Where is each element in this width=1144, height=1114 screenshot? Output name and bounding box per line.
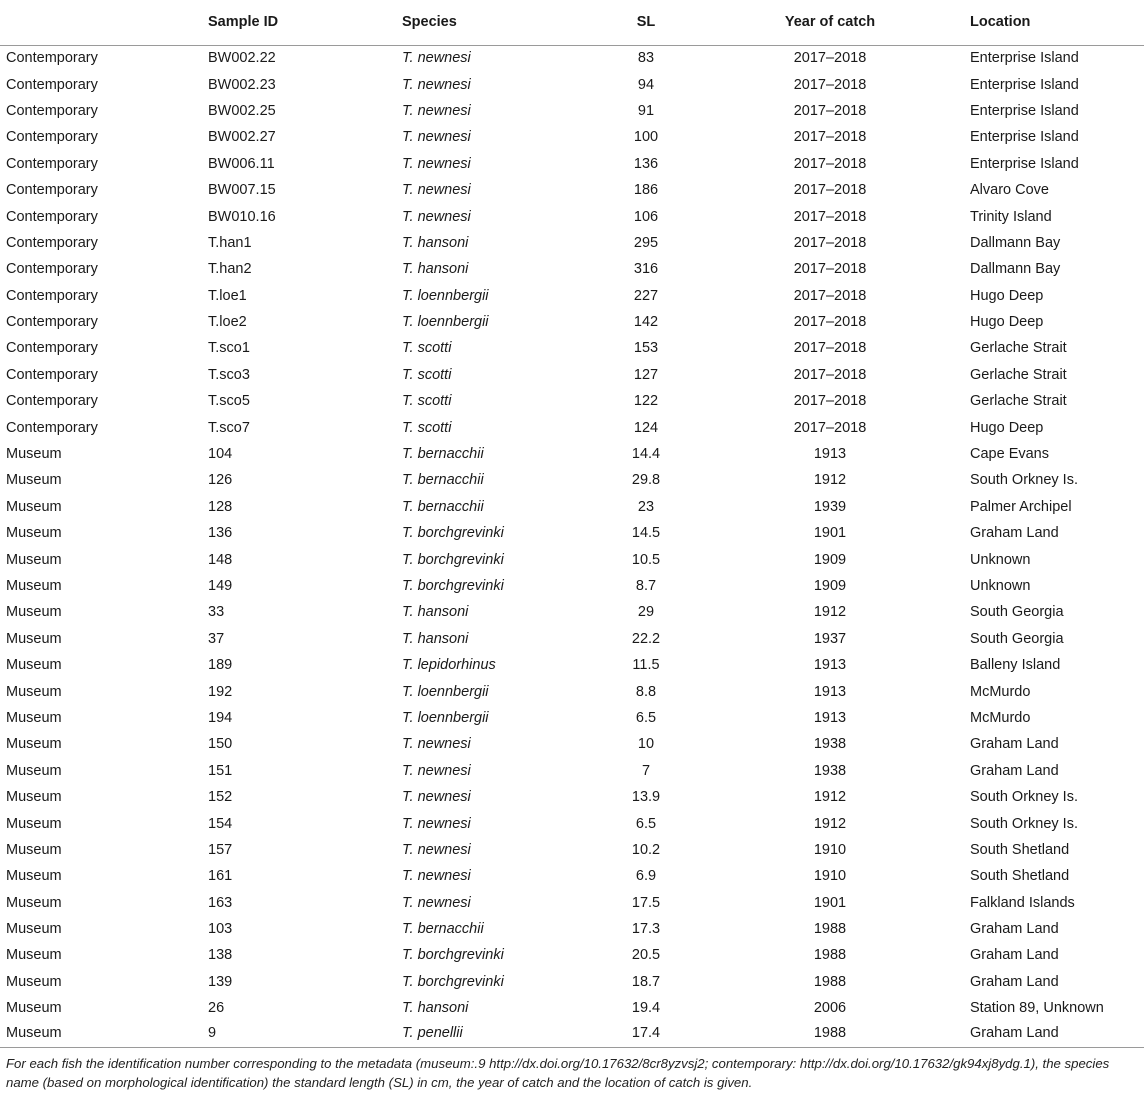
cell-sl: 19.4 xyxy=(631,1000,661,1017)
cell-sample-id: T.sco5 xyxy=(208,393,250,410)
cell-sample-id: BW002.25 xyxy=(208,102,276,119)
cell-sl: 29.8 xyxy=(631,472,661,489)
cell-location: Enterprise Island xyxy=(970,102,1079,119)
header-species: Species xyxy=(402,0,602,45)
cell-year-of-catch: 1901 xyxy=(813,525,847,542)
cell-year-of-catch: 1912 xyxy=(813,604,847,621)
cell-sl: 227 xyxy=(633,287,659,304)
cell-sl: 83 xyxy=(637,50,655,67)
cell-year-of-catch: 2017–2018 xyxy=(793,76,867,93)
cell-location: Trinity Island xyxy=(970,208,1052,225)
table-row xyxy=(0,309,1144,335)
cell-sample-id: BW002.27 xyxy=(208,129,276,146)
cell-year-of-catch: 2017–2018 xyxy=(793,155,867,172)
table-row xyxy=(0,1021,1144,1047)
table-row xyxy=(0,177,1144,203)
cell-group: Museum xyxy=(6,762,62,779)
table-footnote: For each fish the identification number corresponding to the metadata (museum:.9 http://dx.doi.org/10.17632/8cr8yzvsj2; contemporary: http://dx.doi.org/10.17632/gk94xj8ydg.1), the species name (based on morphological identification) the standard length (SL) in cm, the year of catch and the location of catch is given. xyxy=(0,1048,1144,1093)
cell-year-of-catch: 2017–2018 xyxy=(793,234,867,251)
cell-group: Museum xyxy=(6,894,62,911)
cell-year-of-catch: 1988 xyxy=(813,973,847,990)
table-row xyxy=(0,705,1144,731)
cell-year-of-catch: 1901 xyxy=(813,894,847,911)
cell-location: Unknown xyxy=(970,578,1031,594)
cell-group: Museum xyxy=(6,551,62,568)
cell-species: T. bernacchii xyxy=(402,472,484,489)
cell-year-of-catch: 2017–2018 xyxy=(793,102,867,119)
cell-sample-id: T.loe1 xyxy=(208,287,247,304)
cell-species: T. newnesi xyxy=(402,736,471,753)
footnote-row xyxy=(0,1048,1144,1093)
cell-sl: 127 xyxy=(633,366,659,383)
cell-species: T. borchgrevinki xyxy=(402,525,504,542)
cell-year-of-catch: 1909 xyxy=(813,551,847,568)
table-row xyxy=(0,731,1144,757)
cell-species: T. newnesi xyxy=(402,129,471,146)
cell-sample-id: BW002.23 xyxy=(208,76,276,93)
cell-location: Cape Evans xyxy=(970,446,1049,463)
cell-location: Enterprise Island xyxy=(970,50,1079,67)
cell-group: Contemporary xyxy=(6,419,98,436)
cell-sl: 6.5 xyxy=(635,709,657,726)
cell-sl: 13.9 xyxy=(631,789,661,806)
table-row xyxy=(0,995,1144,1021)
cell-sl: 29 xyxy=(637,604,655,621)
cell-year-of-catch: 1913 xyxy=(813,683,847,700)
cell-species: T. penellii xyxy=(402,1025,463,1042)
cell-group: Museum xyxy=(6,683,62,700)
cell-location: Gerlache Strait xyxy=(970,366,1067,383)
cell-species: T. newnesi xyxy=(402,868,471,885)
cell-location: McMurdo xyxy=(970,683,1031,700)
cell-sample-id: T.sco1 xyxy=(208,340,250,357)
cell-species: T. bernacchii xyxy=(402,921,484,938)
cell-sl: 295 xyxy=(633,234,659,251)
cell-group: Museum xyxy=(6,789,62,806)
cell-year-of-catch: 2017–2018 xyxy=(793,208,867,225)
cell-location: Hugo Deep xyxy=(970,314,1044,331)
cell-year-of-catch: 1988 xyxy=(813,921,847,938)
cell-group: Contemporary xyxy=(6,76,98,93)
cell-sample-id: BW002.22 xyxy=(208,50,276,67)
cell-group: Museum xyxy=(6,446,62,463)
cell-location: Balleny Island xyxy=(970,657,1061,674)
cell-group: Contemporary xyxy=(6,287,98,304)
cell-sl: 18.7 xyxy=(631,973,661,990)
cell-species: T. newnesi xyxy=(402,50,471,67)
cell-group: Contemporary xyxy=(6,314,98,331)
cell-year-of-catch: 1988 xyxy=(813,947,847,964)
table-row xyxy=(0,890,1144,916)
table-row xyxy=(0,546,1144,572)
cell-location: South Georgia xyxy=(970,630,1064,647)
cell-sample-id: 189 xyxy=(208,657,233,674)
cell-location: Hugo Deep xyxy=(970,419,1044,436)
cell-sl: 186 xyxy=(633,182,659,199)
cell-sample-id: BW006.11 xyxy=(208,155,275,172)
cell-year-of-catch: 2017–2018 xyxy=(793,261,867,278)
cell-sl: 122 xyxy=(633,393,659,410)
table-row xyxy=(0,916,1144,942)
cell-group: Museum xyxy=(6,947,62,964)
cell-sl: 153 xyxy=(633,340,659,357)
cell-sl: 136 xyxy=(633,155,659,172)
table-row xyxy=(0,520,1144,546)
cell-year-of-catch: 1988 xyxy=(813,1025,847,1042)
cell-group: Museum xyxy=(6,815,62,832)
cell-location: Graham Land xyxy=(970,947,1059,964)
cell-sample-id: 194 xyxy=(208,709,233,726)
cell-location: Enterprise Island xyxy=(970,155,1079,172)
cell-species: T. loennbergii xyxy=(402,709,489,726)
cell-species: T. hansoni xyxy=(402,604,469,621)
table-row xyxy=(0,98,1144,124)
cell-species: T. scotti xyxy=(402,340,452,357)
cell-group: Museum xyxy=(6,525,62,542)
header-sample-id: Sample ID xyxy=(208,0,402,45)
cell-group: Contemporary xyxy=(6,102,98,119)
table-row xyxy=(0,441,1144,467)
cell-species: T. borchgrevinki xyxy=(402,551,504,568)
cell-sl: 14.4 xyxy=(631,446,661,463)
table-row xyxy=(0,362,1144,388)
table-row xyxy=(0,494,1144,520)
cell-year-of-catch: 1909 xyxy=(813,578,847,594)
cell-sample-id: 103 xyxy=(208,921,233,938)
table-row xyxy=(0,151,1144,177)
table-row xyxy=(0,678,1144,704)
cell-group: Contemporary xyxy=(6,393,98,410)
cell-year-of-catch: 1910 xyxy=(813,841,847,858)
cell-sl: 11.5 xyxy=(632,657,660,674)
cell-sample-id: T.sco7 xyxy=(208,419,250,436)
cell-year-of-catch: 1939 xyxy=(813,498,847,515)
table-row xyxy=(0,969,1144,995)
cell-group: Museum xyxy=(6,921,62,938)
cell-group: Contemporary xyxy=(6,366,98,383)
cell-species: T. hansoni xyxy=(402,1000,469,1017)
cell-sample-id: 138 xyxy=(208,947,233,964)
cell-sl: 8.7 xyxy=(635,578,657,594)
cell-group: Museum xyxy=(6,709,62,726)
table-row xyxy=(0,283,1144,309)
cell-year-of-catch: 1910 xyxy=(813,868,847,885)
table-row xyxy=(0,626,1144,652)
cell-year-of-catch: 1937 xyxy=(813,630,847,647)
cell-sample-id: 161 xyxy=(208,868,233,885)
cell-species: T. bernacchii xyxy=(402,498,484,515)
cell-year-of-catch: 2017–2018 xyxy=(793,50,867,67)
cell-group: Museum xyxy=(6,1025,62,1042)
table-row xyxy=(0,652,1144,678)
cell-sl: 124 xyxy=(633,419,659,436)
cell-sl: 23 xyxy=(637,498,655,515)
cell-species: T. hansoni xyxy=(402,261,469,278)
cell-sample-id: BW010.16 xyxy=(208,208,276,225)
cell-group: Contemporary xyxy=(6,234,98,251)
cell-location: Hugo Deep xyxy=(970,287,1044,304)
cell-sample-id: 139 xyxy=(208,973,233,990)
cell-species: T. scotti xyxy=(402,366,452,383)
cell-species: T. bernacchii xyxy=(402,446,484,463)
cell-sl: 17.5 xyxy=(631,894,661,911)
cell-species: T. newnesi xyxy=(402,76,471,93)
cell-location: Unknown xyxy=(970,551,1031,568)
cell-group: Museum xyxy=(6,657,62,674)
table-row xyxy=(0,573,1144,599)
cell-sample-id: 157 xyxy=(208,841,233,858)
cell-sample-id: T.han1 xyxy=(208,234,252,251)
cell-location: South Orkney Is. xyxy=(970,472,1078,489)
cell-year-of-catch: 2017–2018 xyxy=(793,129,867,146)
cell-sl: 106 xyxy=(633,208,659,225)
cell-sl: 6.9 xyxy=(635,868,657,885)
cell-species: T. newnesi xyxy=(402,815,471,832)
cell-location: South Orkney Is. xyxy=(970,789,1078,806)
table-row xyxy=(0,784,1144,810)
cell-year-of-catch: 2017–2018 xyxy=(793,182,867,199)
cell-group: Museum xyxy=(6,472,62,489)
cell-location: Graham Land xyxy=(970,973,1059,990)
cell-sample-id: BW007.15 xyxy=(208,182,276,199)
cell-sample-id: T.sco3 xyxy=(208,366,250,383)
cell-group: Museum xyxy=(6,1000,62,1017)
table-row xyxy=(0,599,1144,625)
cell-group: Museum xyxy=(6,736,62,753)
cell-sample-id: 37 xyxy=(208,630,225,647)
cell-year-of-catch: 2017–2018 xyxy=(793,314,867,331)
cell-species: T. newnesi xyxy=(402,208,471,225)
cell-year-of-catch: 2017–2018 xyxy=(793,366,867,383)
cell-year-of-catch: 2017–2018 xyxy=(793,393,867,410)
table-row xyxy=(0,388,1144,414)
cell-group: Contemporary xyxy=(6,261,98,278)
cell-sample-id: 148 xyxy=(208,551,233,568)
cell-location: Dallmann Bay xyxy=(970,234,1061,251)
cell-location: Enterprise Island xyxy=(970,129,1079,146)
table-row xyxy=(0,335,1144,361)
table-row xyxy=(0,758,1144,784)
cell-year-of-catch: 1913 xyxy=(813,709,847,726)
table-row xyxy=(0,124,1144,150)
cell-sample-id: 150 xyxy=(208,736,233,753)
cell-sl: 10.2 xyxy=(631,841,661,858)
cell-species: T. hansoni xyxy=(402,630,469,647)
cell-sl: 6.5 xyxy=(635,815,657,832)
header-sl: SL xyxy=(602,0,690,45)
header-group xyxy=(0,0,208,45)
cell-species: T. borchgrevinki xyxy=(402,973,504,990)
cell-location: Palmer Archipel xyxy=(970,498,1072,515)
cell-location: South Shetland xyxy=(970,841,1070,858)
cell-location: Gerlache Strait xyxy=(970,393,1067,410)
cell-location: Graham Land xyxy=(970,1025,1059,1042)
cell-sample-id: 163 xyxy=(208,894,233,911)
cell-sample-id: 192 xyxy=(208,683,233,700)
header-year-of-catch: Year of catch xyxy=(690,0,970,45)
table-row xyxy=(0,230,1144,256)
cell-location: South Orkney Is. xyxy=(970,815,1078,832)
cell-sl: 91 xyxy=(637,102,655,119)
cell-group: Museum xyxy=(6,604,62,621)
cell-location: Graham Land xyxy=(970,736,1059,753)
cell-sample-id: 149 xyxy=(208,578,233,594)
cell-year-of-catch: 2006 xyxy=(813,1000,847,1017)
cell-group: Museum xyxy=(6,498,62,515)
table-row xyxy=(0,256,1144,282)
cell-group: Contemporary xyxy=(6,155,98,172)
cell-sl: 17.4 xyxy=(631,1025,661,1042)
cell-sl: 10 xyxy=(637,736,655,753)
cell-year-of-catch: 1938 xyxy=(813,736,847,753)
cell-location: Station 89, Unknown xyxy=(970,1000,1104,1017)
cell-species: T. scotti xyxy=(402,419,452,436)
cell-species: T. newnesi xyxy=(402,102,471,119)
cell-sl: 22.2 xyxy=(631,630,661,647)
cell-species: T. scotti xyxy=(402,393,452,410)
cell-year-of-catch: 1912 xyxy=(813,815,847,832)
cell-sample-id: 152 xyxy=(208,789,233,806)
cell-year-of-catch: 2017–2018 xyxy=(793,340,867,357)
cell-location: Graham Land xyxy=(970,921,1059,938)
cell-sample-id: 9 xyxy=(208,1025,217,1042)
cell-location: Enterprise Island xyxy=(970,76,1079,93)
cell-species: T. newnesi xyxy=(402,894,471,911)
cell-year-of-catch: 1912 xyxy=(813,472,847,489)
table-row xyxy=(0,467,1144,493)
cell-location: Falkland Islands xyxy=(970,894,1075,911)
table-row xyxy=(0,45,1144,71)
cell-species: T. loennbergii xyxy=(402,287,489,304)
cell-species: T. newnesi xyxy=(402,789,471,806)
cell-year-of-catch: 1913 xyxy=(813,657,847,674)
cell-sl: 316 xyxy=(633,261,659,278)
cell-sl: 10.5 xyxy=(631,551,661,568)
cell-species: T. loennbergii xyxy=(402,683,489,700)
cell-sample-id: 128 xyxy=(208,498,233,515)
cell-group: Contemporary xyxy=(6,208,98,225)
table-row xyxy=(0,810,1144,836)
cell-location: Gerlache Strait xyxy=(970,340,1067,357)
cell-sample-id: 151 xyxy=(208,762,233,779)
header-location: Location xyxy=(970,0,1144,45)
cell-species: T. borchgrevinki xyxy=(402,578,504,594)
table-body xyxy=(0,45,1144,1048)
cell-species: T. newnesi xyxy=(402,182,471,199)
cell-species: T. lepidorhinus xyxy=(402,657,496,674)
cell-sample-id: T.han2 xyxy=(208,261,252,278)
cell-location: Graham Land xyxy=(970,762,1059,779)
cell-location: South Shetland xyxy=(970,868,1070,885)
cell-sl: 14.5 xyxy=(631,525,661,542)
table-row xyxy=(0,203,1144,229)
cell-location: McMurdo xyxy=(970,709,1031,726)
cell-location: Dallmann Bay xyxy=(970,261,1061,278)
cell-sl: 17.3 xyxy=(631,921,661,938)
cell-sample-id: 33 xyxy=(208,604,225,621)
cell-group: Contemporary xyxy=(6,340,98,357)
cell-group: Museum xyxy=(6,578,62,594)
cell-location: South Georgia xyxy=(970,604,1064,621)
cell-species: T. hansoni xyxy=(402,234,469,251)
cell-group: Contemporary xyxy=(6,129,98,146)
cell-location: Graham Land xyxy=(970,525,1059,542)
cell-year-of-catch: 2017–2018 xyxy=(793,419,867,436)
table-row xyxy=(0,837,1144,863)
cell-group: Museum xyxy=(6,630,62,647)
table-row xyxy=(0,863,1144,889)
cell-species: T. newnesi xyxy=(402,155,471,172)
cell-group: Contemporary xyxy=(6,182,98,199)
cell-location: Alvaro Cove xyxy=(970,182,1049,199)
cell-year-of-catch: 2017–2018 xyxy=(793,287,867,304)
cell-sl: 8.8 xyxy=(635,683,657,700)
cell-sl: 94 xyxy=(637,76,655,93)
cell-sample-id: 126 xyxy=(208,472,233,489)
cell-group: Contemporary xyxy=(6,50,98,67)
table-row xyxy=(0,414,1144,440)
cell-sl: 100 xyxy=(633,129,659,146)
cell-year-of-catch: 1938 xyxy=(813,762,847,779)
cell-year-of-catch: 1913 xyxy=(813,446,847,463)
cell-sl: 20.5 xyxy=(631,947,661,964)
cell-sample-id: 104 xyxy=(208,446,233,463)
table-header-row xyxy=(0,0,1144,45)
cell-species: T. borchgrevinki xyxy=(402,947,504,964)
table-row xyxy=(0,71,1144,97)
cell-sample-id: 26 xyxy=(208,1000,225,1017)
cell-sample-id: T.loe2 xyxy=(208,314,247,331)
cell-year-of-catch: 1912 xyxy=(813,789,847,806)
cell-sample-id: 154 xyxy=(208,815,233,832)
cell-group: Museum xyxy=(6,973,62,990)
cell-group: Museum xyxy=(6,868,62,885)
cell-species: T. loennbergii xyxy=(402,314,489,331)
cell-sl: 7 xyxy=(641,762,651,779)
cell-species: T. newnesi xyxy=(402,841,471,858)
table-row xyxy=(0,942,1144,968)
cell-sl: 142 xyxy=(633,314,659,331)
cell-species: T. newnesi xyxy=(402,762,471,779)
cell-group: Museum xyxy=(6,841,62,858)
cell-sample-id: 136 xyxy=(208,525,233,542)
